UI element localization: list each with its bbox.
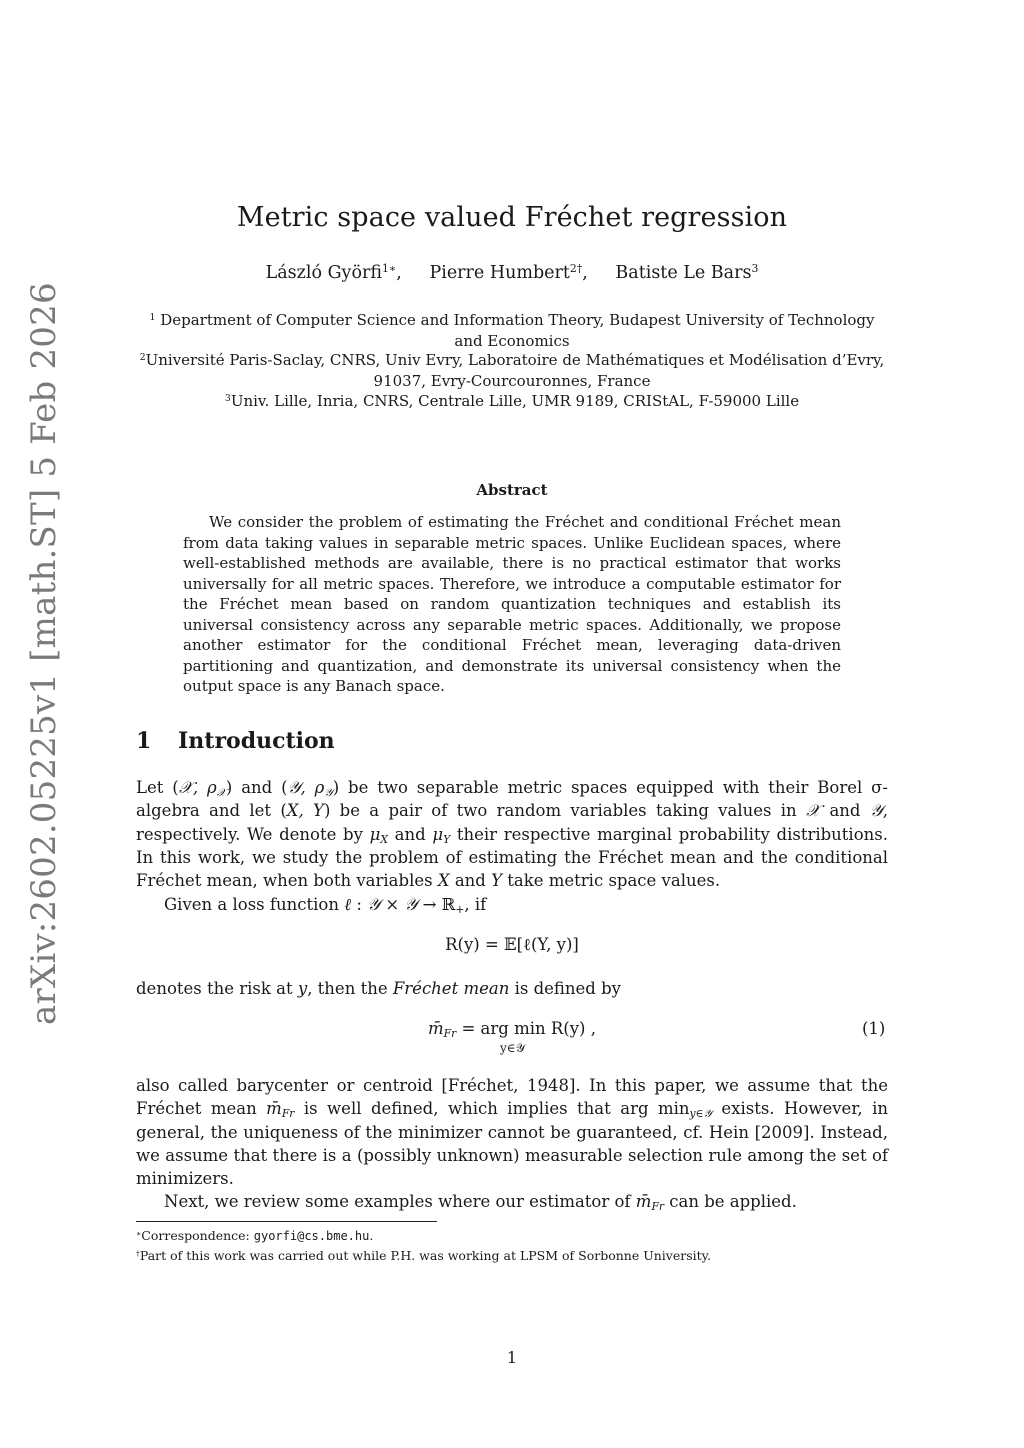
- argmin-subscript: y∈𝒴: [500, 1041, 526, 1055]
- equation-risk: R(y) = 𝔼[ℓ(Y, y)]: [445, 935, 579, 954]
- author-mark: 3: [751, 262, 759, 276]
- paper-title: Metric space valued Fréchet regression: [236, 202, 788, 233]
- abstract-heading: Abstract: [476, 481, 548, 499]
- affiliation-mark: 2: [139, 351, 146, 363]
- page-number: 1: [506, 1348, 518, 1367]
- abstract-body: [183, 512, 841, 697]
- affiliation-mark: 1: [149, 311, 156, 323]
- affiliation-text: 91037, Evry-Courcouronnes, France: [373, 371, 651, 390]
- author-name: Pierre Humbert: [429, 263, 570, 283]
- affiliation-text: Université Paris-Saclay, CNRS, Univ Evry, Laboratoire de Mathématiques et Modélisation d’Evry,: [145, 351, 885, 369]
- abstract-text: We consider the problem of estimating the Fréchet and conditional Fréchet mean from data taking values in separable metric spaces. Unlike Euclidean spaces, where well-established methods are available, there is no practical estimator that works universally for all metric spaces. Therefore, we introduce a computable estimator for the Fréchet mean based on random quantization techniques and establish its universal consistency across any separable metric spaces. Additionally, we propose another estimator for the conditional Fréchet mean, leveraging data-driven partitioning and quantization, and demonstrate its universal consistency when the output space is any Banach space.: [183, 513, 841, 695]
- affiliation-1: [0, 310, 1024, 351]
- paragraph-2: Given a loss function ℓ : 𝒴 × 𝒴 → ℝ$_+$, if: [164, 895, 487, 917]
- author-mark: 1∗: [382, 262, 397, 276]
- paragraph-1: Let (𝒳, $\rho_𝒳$) and (𝒴, $\rho_𝒴$) be two separable metric spaces equipped with their Borel σ-algebra and let (X, Y) be a pair of two random variables taking values in 𝒳 and 𝒴, respectively. We denote by $\mu_X$ and $\mu_Y$ their respective marginal probability distributions. In this work, we study the problem of estimating the Fréchet mean and the conditional Fréchet mean, when both variables X and Y take metric space values.: [136, 778, 888, 891]
- footnote-2: †Part of this work was carried out while P.H. was working at LPSM of Sorbonne University.: [136, 1248, 712, 1263]
- author-mark: 2†: [569, 262, 583, 276]
- author-name: László Györfi: [265, 263, 383, 283]
- affiliation-text: Department of Computer Science and Information Theory, Budapest University of Technology: [160, 311, 875, 329]
- section-title: Introduction: [178, 728, 335, 754]
- email-link[interactable]: gyorfi@cs.bme.hu: [253, 1229, 370, 1243]
- affiliation-2: [0, 350, 1024, 391]
- section-number: 1: [136, 728, 152, 754]
- affiliation-text: Univ. Lille, Inria, CNRS, Centrale Lille, UMR 9189, CRIStAL, F-59000 Lille: [230, 392, 800, 410]
- arxiv-identifier: arXiv:2602.05225v1 [math.ST] 5 Feb 2026: [24, 282, 64, 1025]
- affiliation-3: [0, 391, 1024, 412]
- section-heading: [136, 728, 335, 754]
- affiliation-text: and Economics: [454, 331, 570, 350]
- author-list: László Györfi$^{1∗}$, Pierre Humbert$^{2\dagger}$, Batiste Le Bars$^3$: [265, 262, 759, 283]
- paragraph-3: denotes the risk at y, then the Fréchet mean is defined by: [136, 979, 621, 998]
- author-name: Batiste Le Bars: [615, 263, 752, 283]
- footnote-rule: [136, 1221, 437, 1222]
- equation-number: (1): [862, 1019, 886, 1038]
- footnote-1: ∗Correspondence: gyorfi@cs.bme.hu.: [136, 1228, 374, 1243]
- affiliation-mark: 3: [224, 392, 231, 404]
- paragraph-4: also called barycenter or centroid [Fréchet, 1948]. In this paper, we assume that the Fréchet mean $m̄_{Fr}$ is well defined, which implies that arg $\min_{y\in 𝒴}$ exists. However, in general, the uniqueness of the minimizer cannot be guaranteed, cf. Hein [2009]. Instead, we assume that there is a (possibly unknown) measurable selection rule among the set of minimizers.: [136, 1076, 888, 1189]
- paragraph-5: Next, we review some examples where our estimator of $m̄_{Fr}$ can be applied.: [164, 1192, 797, 1214]
